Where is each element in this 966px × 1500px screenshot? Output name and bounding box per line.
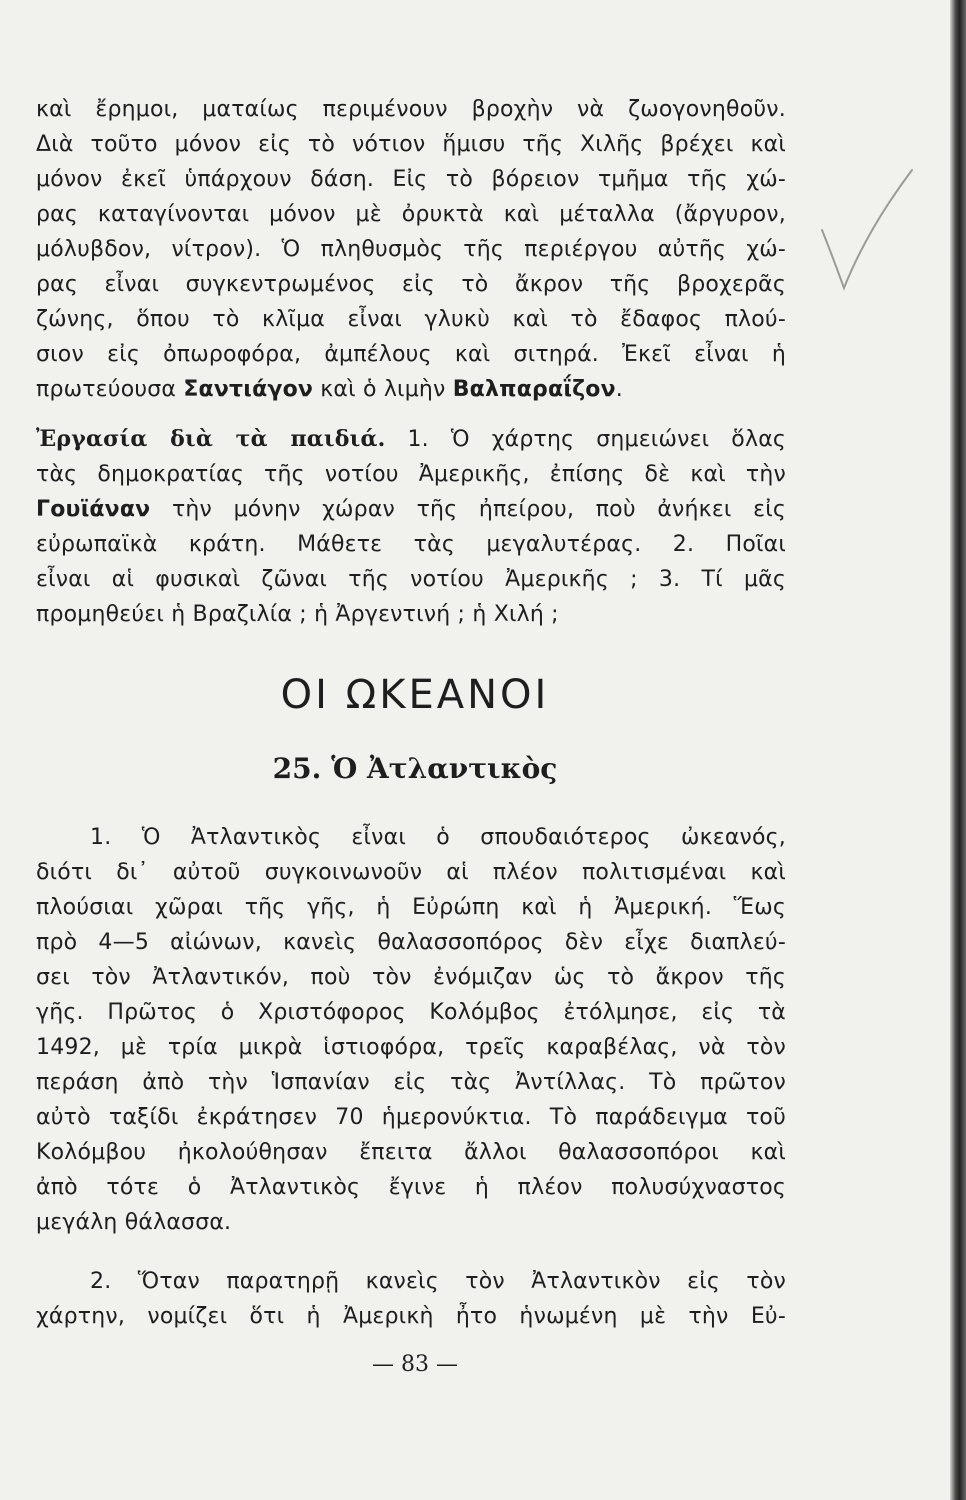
text-line: περάση ἀπὸ τὴν Ἱσπανίαν εἰς τὰς Ἀντίλλας. Τὸ πρῶτον (36, 1070, 786, 1095)
text-line (36, 492, 786, 527)
text-fragment: . (615, 377, 623, 402)
text-line (36, 422, 786, 457)
text-line: προμηθεύει ἡ Βραζιλία ; ἡ Ἀργεντινή ; ἡ Χιλή ; (36, 602, 559, 627)
text-line: 1. Ὁ Ἀτλαντικὸς εἶναι ὁ σπουδαιότερος ὠκεανός, (90, 825, 786, 850)
text-line: σει τὸν Ἀτλαντικόν, ποὺ τὸν ἐνόμιζαν ὡς τὸ ἄκρον τῆς (36, 965, 786, 990)
handwritten-checkmark-icon (812, 160, 922, 300)
text-line: ἀπὸ τότε ὁ Ἀτλαντικὸς ἔγινε ἡ πλέον πολυσύχναστος (36, 1175, 786, 1200)
text-line: εἶναι αἱ φυσικαὶ ζῶναι τῆς νοτίου Ἀμερικῆς ; 3. Τί μᾶς (36, 567, 786, 592)
text-line: καὶ ἔρημοι, ματαίως περιμένουν βροχὴν νὰ ζωογονηθοῦν. (36, 97, 786, 122)
text-line: αὐτὸ ταξίδι ἐκράτησεν 70 ἡμερονύκτια. Τὸ παράδειγμα τοῦ (36, 1105, 786, 1130)
page-number: — 83 — (372, 1352, 458, 1377)
text-line: πλούσιαι χῶραι τῆς γῆς, ἡ Εὐρώπη καὶ ἡ Ἀμερική. Ἕως (36, 895, 786, 920)
text-line: 2. Ὅταν παρατηρῇ κανεὶς τὸν Ἀτλαντικὸν εἰς τὸν (90, 1269, 786, 1294)
text-line: Διὰ τοῦτο μόνον εἰς τὸ νότιον ἥμισυ τῆς Χιλῆς βρέχει καὶ (36, 132, 786, 157)
text-fragment: καὶ ὁ λιμὴν (313, 377, 453, 402)
text-line: εὐρωπαϊκὰ κράτη. Μάθετε τὰς μεγαλυτέρας. 2. Ποῖαι (36, 532, 786, 557)
text-fragment: 1. Ὁ χάρτης σημειώνει ὅλας (385, 427, 787, 452)
paragraph-1 (36, 820, 786, 1240)
paragraph-2 (36, 1264, 786, 1334)
text-line: σιον εἰς ὀπωροφόρα, ἀμπέλους καὶ σιτηρά. Ἐκεῖ εἶναι ἡ (36, 342, 786, 367)
text-line: χάρτην, νομίζει ὅτι ἡ Ἀμερικὴ ἦτο ἡνωμένη μὲ τὴν Εὐ- (36, 1304, 786, 1329)
text-line: ρας εἶναι συγκεντρωμένος εἰς τὸ ἄκρον τῆς βροχερᾶς (36, 272, 786, 297)
text-line: διότι δι᾽ αὐτοῦ συγκοινωνοῦν αἱ πλέον πολιτισμέναι καὶ (36, 860, 786, 885)
text-line: 1492, μὲ τρία μικρὰ ἱστιοφόρα, τρεῖς καραβέλας, νὰ τὸν (36, 1035, 786, 1060)
text-line: μόλυβδον, νίτρον). Ὁ πληθυσμὸς τῆς περιέργου αὐτῆς χώ- (36, 237, 786, 262)
text-line: τὰς δημοκρατίας τῆς νοτίου Ἀμερικῆς, ἐπίσης δὲ καὶ τὴν (36, 462, 786, 487)
text-line: μεγάλη θάλασσα. (36, 1210, 232, 1235)
binding-edge (950, 0, 966, 1500)
guiana-name: Γουϊάναν (36, 497, 151, 522)
paragraph-top (36, 92, 786, 407)
exercise-block (36, 422, 786, 632)
text-fragment: τὴν μόνην χώραν τῆς ἠπείρου, ποὺ ἀνήκει εἰς (150, 497, 786, 522)
capital-name: Σαντιάγον (183, 377, 314, 402)
text-line: ρας καταγίνονται μόνον μὲ ὀρυκτὰ καὶ μέταλλα (ἄργυρον, (36, 202, 786, 227)
chapter-heading: 25. Ὁ Ἀτλαντικὸς (272, 752, 558, 785)
text-line: μόνον ἐκεῖ ὑπάρχουν δάση. Εἰς τὸ βόρειον τμῆμα τῆς χώ- (36, 167, 786, 192)
text-line: πρὸ 4—5 αἰώνων, κανεὶς θαλασσοπόρος δὲν εἶχε διαπλεύ- (36, 930, 786, 955)
text-line: Κολόμβου ἠκολούθησαν ἔπειτα ἄλλοι θαλασσοπόροι καὶ (36, 1140, 786, 1165)
port-name: Βαλπαραΐζον (452, 377, 616, 402)
text-line: ζώνης, ὅπου τὸ κλῖμα εἶναι γλυκὺ καὶ τὸ ἔδαφος πλού- (36, 307, 786, 332)
text-fragment: πρωτεύουσα (36, 377, 184, 402)
section-heading: ΟΙ ΩΚΕΑΝΟΙ (280, 672, 550, 718)
text-line (36, 372, 786, 407)
exercise-title: Ἐργασία διὰ τὰ παιδιά. (36, 426, 386, 452)
text-line: γῆς. Πρῶτος ὁ Χριστόφορος Κολόμβος ἐτόλμησε, εἰς τὰ (36, 1000, 786, 1025)
